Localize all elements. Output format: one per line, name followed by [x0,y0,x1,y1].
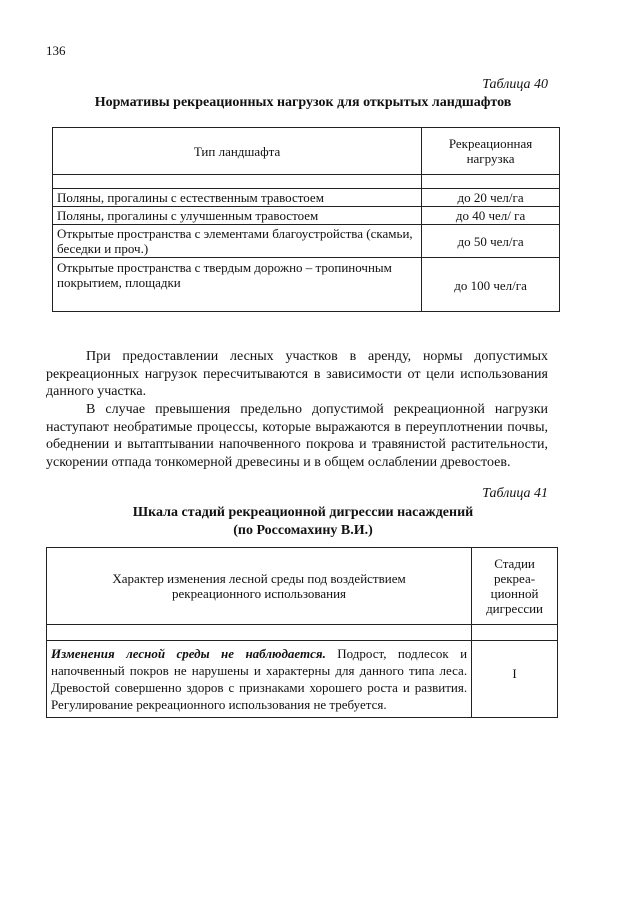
table-40 [52,127,560,312]
header-landscape-type: Тип ландшафта [53,128,422,175]
table40-title: Нормативы рекреационных нагрузок для открытых ландшафтов [94,95,512,110]
landscape-type-cell: Поляны, прогалины с улучшенным травостоем [53,207,422,225]
table-row [53,258,560,312]
table41-title [46,504,560,540]
table41-caption: Таблица 41 [482,486,548,501]
table-spacer-row [53,175,560,189]
change-lead-text: Изменения лесной среды не наблюдается. [51,646,326,661]
paragraph-exceeding-load: В случае превышения предельно допустимой рекреационной нагрузки наступают необратимые процессы, которые выражаются в переуплотнении почвы, обеднении и вытаптывании напочвенного покрова и травянистой растительности, ускорении отпада тонкомерной древесины и в общем ослаблении древостоев. [46,402,548,470]
table-header-row [53,128,560,175]
table-header-row [47,548,558,625]
table41-title-line1: Шкала стадий рекреационной дигрессии насаждений [132,505,474,520]
stage-cell: I [472,641,558,718]
load-cell: до 50 чел/га [422,225,560,258]
table-row [53,189,560,207]
header-environment-change: Характер изменения лесной среды под воздействием рекреационного использования [47,548,472,625]
table-row [53,207,560,225]
header-recreational-load: Рекреационная нагрузка [422,128,560,175]
paragraph-lease-norms: При предоставлении лесных участков в аренду, нормы допустимых рекреационных нагрузок пересчитываются в зависимости от цели использования данного участка. [46,349,548,399]
landscape-type-cell: Открытые пространства с твердым дорожно – тропиночным покрытием, площадки [53,258,422,312]
table41-title-line2: (по Россомахину В.И.) [233,523,373,538]
load-cell: до 40 чел/ га [422,207,560,225]
header-digression-stage: Стадии рекреа-ционной дигрессии [472,548,558,625]
landscape-type-cell: Поляны, прогалины с естественным травостоем [53,189,422,207]
load-cell: до 100 чел/га [422,258,560,312]
table-row [53,225,560,258]
load-cell: до 20 чел/га [422,189,560,207]
change-description-text: Подрост, подлесок и напочвенный покров не нарушены и характерны для данного типа леса. Древостой совершенно здоров с признаками хорошего роста и развития. Регулирование рекреационного использования не требуется. [51,646,468,712]
table-row [47,641,558,718]
environment-change-cell [47,641,472,718]
page-number: 136 [46,43,66,58]
table-41 [46,547,558,718]
table-spacer-row [47,625,558,641]
table40-caption: Таблица 40 [482,77,548,92]
landscape-type-cell: Открытые пространства с элементами благоустройства (скамьи, беседки и проч.) [53,225,422,258]
